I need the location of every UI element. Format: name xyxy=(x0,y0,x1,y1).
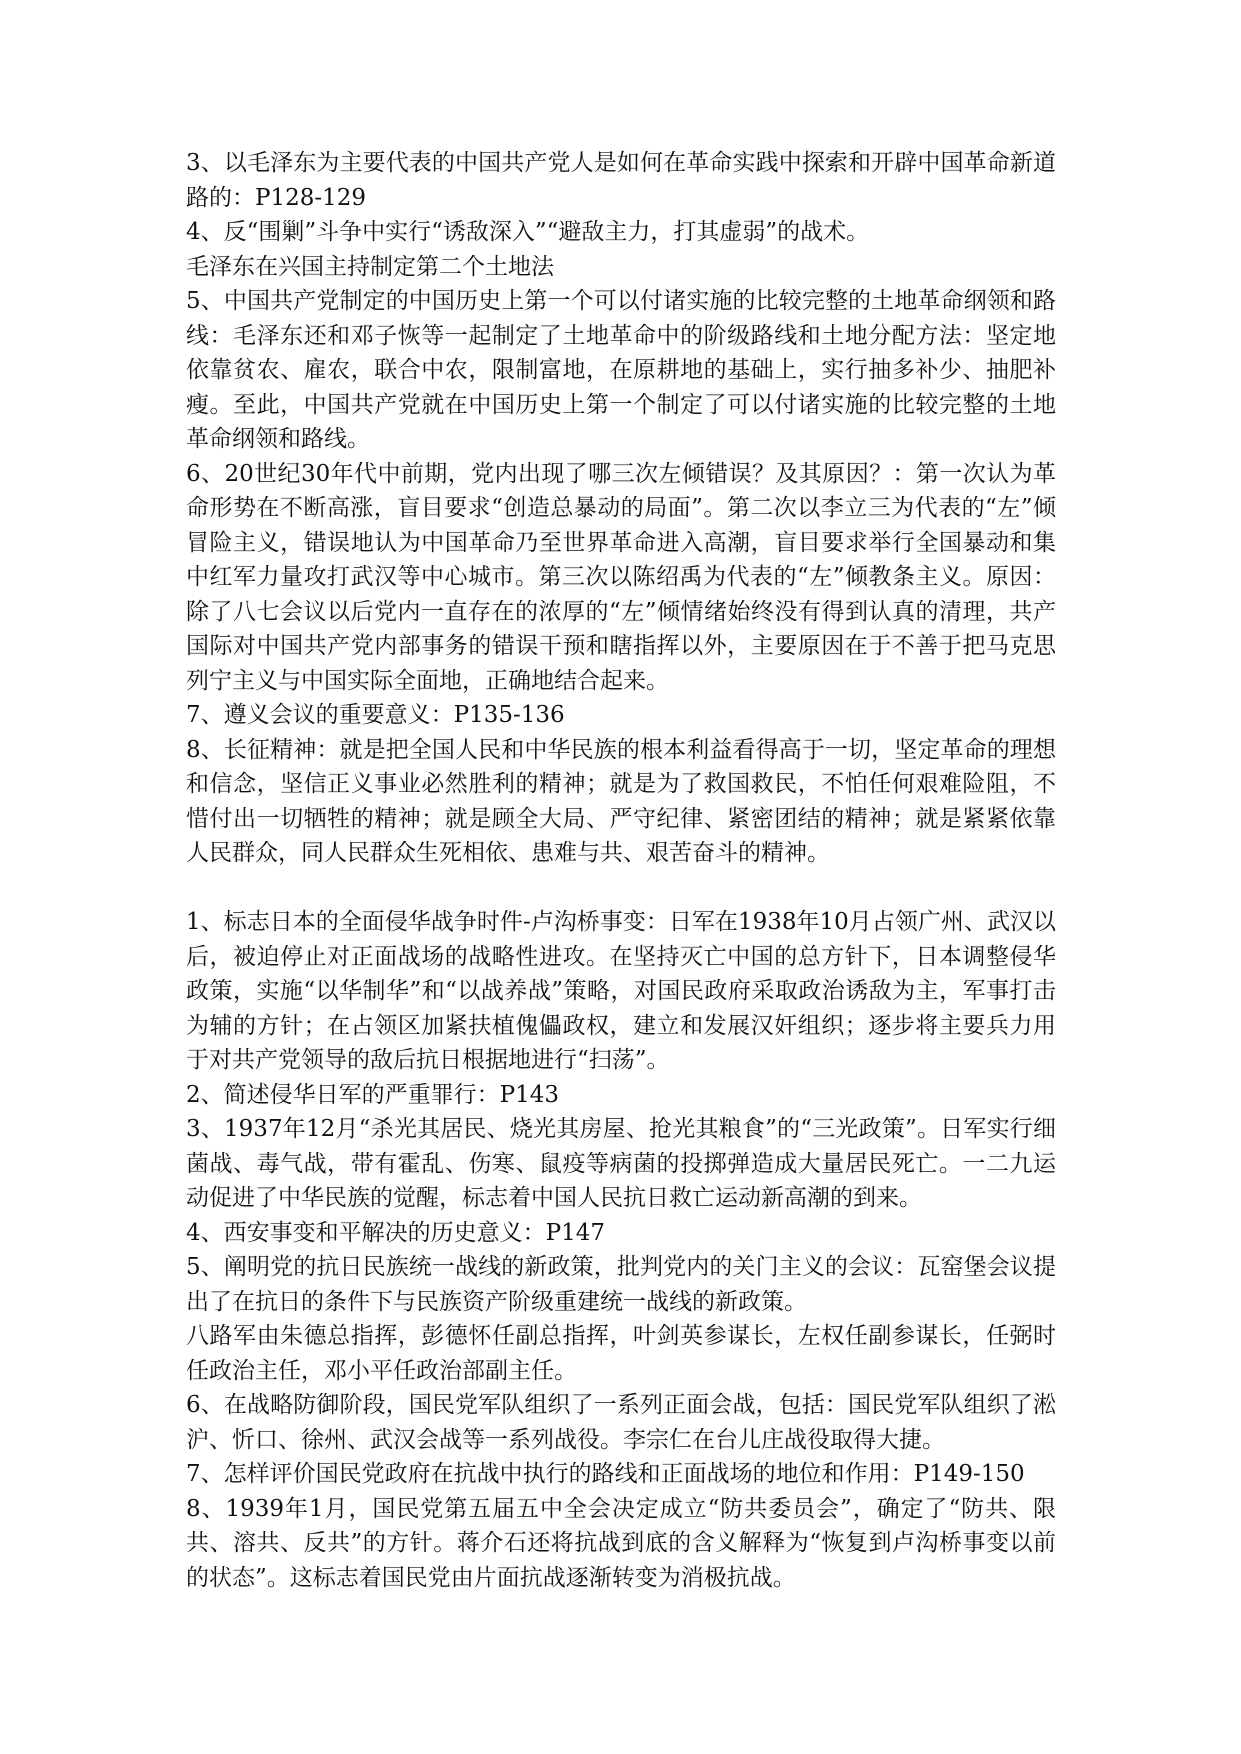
paragraph-s2-4-xian-incident: 4、西安事变和平解决的历史意义：P147 xyxy=(186,1219,606,1246)
paragraph-s2-3-three-alls-policy: 3、1937年12月“杀光其居民、烧光其房屋、抢光其粮食”的“三光政策”。日军实行细菌战、毒气战，带有霍乱、伤寒、鼠疫等病菌的投掷弹造成大量居民死亡。一二九运动促进了中华民族的觉醒，标志着中国人民抗日救亡运动新高潮的到来。 xyxy=(186,1116,1056,1211)
paragraph-s2-7-kmt-evaluation: 7、怎样评价国民党政府在抗战中执行的路线和正面战场的地位和作用：P149-150 xyxy=(186,1461,1025,1487)
paragraph-s2-2-japanese-crimes: 2、简述侵华日军的严重罪行：P143 xyxy=(186,1081,560,1108)
paragraph-s1-8-long-march-spirit: 8、长征精神：就是把全国人民和中华民族的根本利益看得高于一切，坚定革命的理想和信念，坚信正义事业必然胜利的精神；就是为了救国救民，不怕任何艰难险阻，不惜付出一切牺牲的精神；就是顾全大局、严守纪律、紧密团结的精神；就是紧紧依靠人民群众，同人民群众生死相依、患难与共、艰苦奋斗的精神。 xyxy=(186,736,1056,866)
paragraph-s2-8-kmt-policy-shift: 8、1939年1月，国民党第五届五中全会决定成立“防共委员会”，确定了“防共、限共、溶共、反共”的方针。蒋介石还将抗战到底的含义解释为“恢复到卢沟桥事变以前的状态”。这标志着国民党由片面抗战逐渐转变为消极抗战。 xyxy=(186,1495,1056,1591)
paragraph-s1-4-anti-encirclement: 4、反“围剿”斗争中实行“诱敌深入”“避敌主力，打其虚弱”的战术。 xyxy=(186,219,870,245)
paragraph-s2-5-wayaobao-meeting: 5、阐明党的抗日民族统一战线的新政策，批判党内的关门主义的会议：瓦窑堡会议提出了在抗日的条件下与民族资产阶级重建统一战线的新政策。 xyxy=(186,1254,1056,1315)
paragraph-s1-xingguo-land-law: 毛泽东在兴国主持制定第二个土地法 xyxy=(186,253,554,280)
section-gap xyxy=(186,871,1056,906)
paragraph-s1-6-left-errors: 6、20世纪30年代中前期，党内出现了哪三次左倾错误？及其原因？：第一次认为革命形势在不断高涨，盲目要求“创造总暴动的局面”。第二次以李立三为代表的“左”倾冒险主义，错误地认为中国革命乃至世界革命进入高潮，盲目要求举行全国暴动和集中红军力量攻打武汉等中心城市。第三次以陈绍禹为代表的“左”倾教条主义。原因：除了八七会议以后党内一直存在的浓厚的“左”倾情绪始终没有得到认真的清理，共产国际对中国共产党内部事务的错误干预和瞎指挥以外，主要原因在于不善于把马克思列宁主义与中国实际全面地，正确地结合起来。 xyxy=(186,460,1056,694)
document-page xyxy=(186,146,1056,1595)
paragraph-s2-eighth-route-army: 八路军由朱德总指挥，彭德怀任副总指挥，叶剑英参谋长，左权任副参谋长，任弼时任政治主任，邓小平任政治部副主任。 xyxy=(186,1323,1056,1384)
paragraph-s1-7-zunyi-meeting: 7、遵义会议的重要意义：P135-136 xyxy=(186,702,565,728)
paragraph-s1-3-revolution-path: 3、以毛泽东为主要代表的中国共产党人是如何在革命实践中探索和开辟中国革命新道路的：P128-129 xyxy=(186,150,1056,211)
paragraph-s1-5-land-revolution: 5、中国共产党制定的中国历史上第一个可以付诸实施的比较完整的土地革命纲领和路线：毛泽东还和邓子恢等一起制定了土地革命中的阶级路线和土地分配方法：坚定地依靠贫农、雇农，联合中农，限制富地，在原耕地的基础上，实行抽多补少、抽肥补瘦。至此，中国共产党就在中国历史上第一个制定了可以付诸实施的比较完整的土地革命纲领和路线。 xyxy=(186,288,1056,452)
paragraph-s2-6-frontal-battles: 6、在战略防御阶段，国民党军队组织了一系列正面会战，包括：国民党军队组织了淞沪、忻口、徐州、武汉会战等一系列战役。李宗仁在台儿庄战役取得大捷。 xyxy=(186,1392,1056,1453)
paragraph-s2-1-marco-polo-bridge: 1、标志日本的全面侵华战争时件-卢沟桥事变：日军在1938年10月占领广州、武汉以后，被迫停止对正面战场的战略性进攻。在坚持灭亡中国的总方针下，日本调整侵华政策，实施“以华制华”和“以战养战”策略，对国民政府采取政治诱敌为主，军事打击为辅的方针；在占领区加紧扶植傀儡政权，建立和发展汉奸组织；逐步将主要兵力用于对共产党领导的敌后抗日根据地进行“扫荡”。 xyxy=(186,909,1056,1073)
